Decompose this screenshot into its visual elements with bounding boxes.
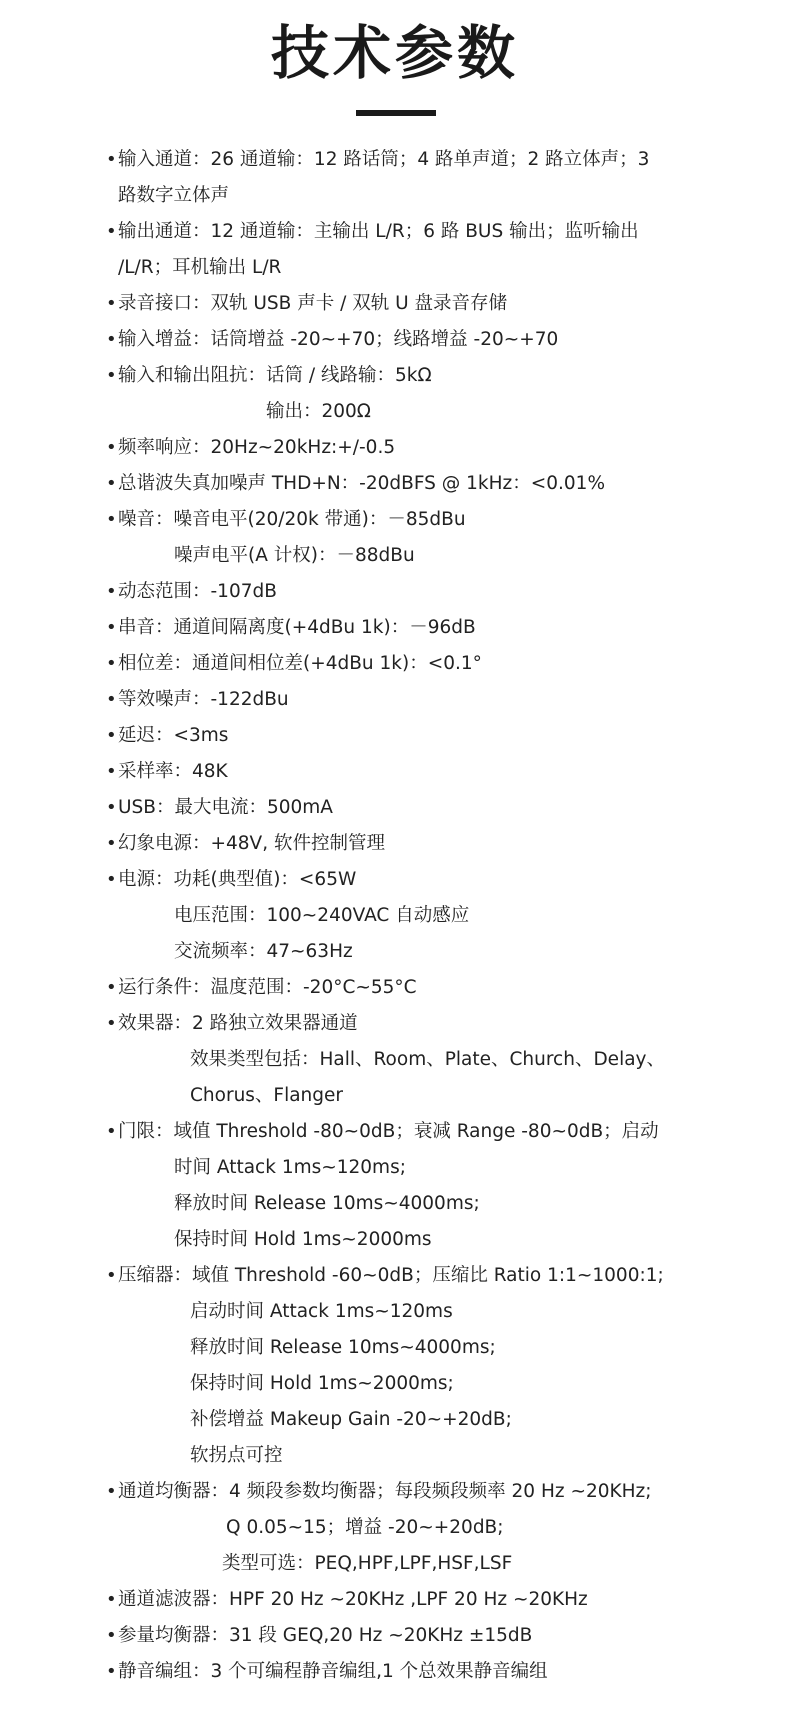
spec-item bbox=[108, 718, 708, 754]
spec-item bbox=[108, 214, 708, 286]
spec-continuation-line: 效果类型包括：Hall、Room、Plate、Church、Delay、 bbox=[190, 1049, 665, 1070]
spec-item bbox=[108, 430, 708, 466]
spec-item bbox=[108, 826, 708, 862]
spec-line: 输入通道：26 通道输：12 路话筒；4 路单声道；2 路立体声；3 bbox=[118, 149, 650, 170]
bullet-icon: • bbox=[106, 653, 117, 674]
spec-item bbox=[108, 682, 708, 718]
spec-line: 频率响应：20Hz~20kHz:+/-0.5 bbox=[118, 437, 396, 458]
spec-continuation-line: 释放时间 Release 10ms~4000ms; bbox=[174, 1193, 480, 1214]
spec-item bbox=[108, 502, 708, 574]
spec-line: 采样率：48K bbox=[118, 761, 228, 782]
spec-continuation-line: 电压范围：100~240VAC 自动感应 bbox=[174, 905, 470, 926]
spec-continuation-line: 时间 Attack 1ms~120ms; bbox=[174, 1157, 406, 1178]
spec-line: 串音：通道间隔离度(+4dBu 1k)：－96dB bbox=[118, 617, 476, 638]
spec-item bbox=[108, 862, 708, 970]
spec-line: 静音编组：3 个可编程静音编组,1 个总效果静音编组 bbox=[118, 1661, 548, 1682]
spec-item bbox=[108, 970, 708, 1006]
spec-line: 效果器：2 路独立效果器通道 bbox=[118, 1013, 358, 1034]
spec-continuation-line: 保持时间 Hold 1ms~2000ms; bbox=[190, 1373, 454, 1394]
bullet-icon: • bbox=[106, 977, 117, 998]
spec-item bbox=[108, 790, 708, 826]
spec-line: 通道滤波器：HPF 20 Hz ~20KHz ,LPF 20 Hz ~20KHz bbox=[118, 1589, 588, 1610]
spec-line: 动态范围：-107dB bbox=[118, 581, 277, 602]
spec-item bbox=[108, 142, 708, 214]
spec-item bbox=[108, 574, 708, 610]
spec-item bbox=[108, 286, 708, 322]
spec-item bbox=[108, 646, 708, 682]
bullet-icon: • bbox=[106, 329, 117, 350]
spec-item bbox=[108, 1582, 708, 1618]
spec-line: 输出通道：12 通道输：主输出 L/R；6 路 BUS 输出；监听输出 bbox=[118, 221, 639, 242]
spec-continuation-line: 输出：200Ω bbox=[266, 401, 371, 422]
bullet-icon: • bbox=[106, 293, 117, 314]
bullet-icon: • bbox=[106, 869, 117, 890]
bullet-icon: • bbox=[106, 725, 117, 746]
bullet-icon: • bbox=[106, 1265, 117, 1286]
bullet-icon: • bbox=[106, 365, 117, 386]
spec-continuation-line: 补偿增益 Makeup Gain -20~+20dB; bbox=[190, 1409, 512, 1430]
bullet-icon: • bbox=[106, 1625, 117, 1646]
spec-continuation-line: Q 0.05~15；增益 -20~+20dB; bbox=[226, 1517, 504, 1538]
spec-continuation-line: 交流频率：47~63Hz bbox=[174, 941, 353, 962]
page-title: 技术参数 bbox=[270, 19, 519, 87]
spec-item bbox=[108, 1258, 708, 1474]
bullet-icon: • bbox=[106, 1589, 117, 1610]
bullet-icon: • bbox=[106, 833, 117, 854]
spec-line: 幻象电源：+48V, 软件控制管理 bbox=[118, 833, 385, 854]
spec-line: 录音接口：双轨 USB 声卡 / 双轨 U 盘录音存储 bbox=[118, 293, 508, 314]
spec-line: 门限：域值 Threshold -80~0dB；衰减 Range -80~0dB；启动 bbox=[118, 1121, 659, 1142]
bullet-icon: • bbox=[106, 1013, 117, 1034]
bullet-icon: • bbox=[106, 1661, 117, 1682]
spec-line: 噪音：噪音电平(20/20k 带通)：－85dBu bbox=[118, 509, 466, 530]
spec-item bbox=[108, 1474, 708, 1582]
spec-continuation-line: 噪声电平(A 计权)：－88dBu bbox=[174, 545, 415, 566]
bullet-icon: • bbox=[106, 617, 117, 638]
spec-item bbox=[108, 610, 708, 646]
title-underline bbox=[356, 110, 436, 116]
bullet-icon: • bbox=[106, 437, 117, 458]
bullet-icon: • bbox=[106, 761, 117, 782]
bullet-icon: • bbox=[106, 1121, 117, 1142]
spec-line: 输入增益：话筒增益 -20~+70；线路增益 -20~+70 bbox=[118, 329, 559, 350]
spec-item bbox=[108, 1618, 708, 1654]
spec-continuation-line: 类型可选：PEQ,HPF,LPF,HSF,LSF bbox=[222, 1553, 513, 1574]
spec-line: 等效噪声：-122dBu bbox=[118, 689, 289, 710]
bullet-icon: • bbox=[106, 797, 117, 818]
spec-line: USB：最大电流：500mA bbox=[118, 797, 333, 818]
bullet-icon: • bbox=[106, 581, 117, 602]
spec-line: 参量均衡器：31 段 GEQ,20 Hz ~20KHz ±15dB bbox=[118, 1625, 533, 1646]
spec-continuation-line: 启动时间 Attack 1ms~120ms bbox=[190, 1301, 453, 1322]
spec-line: 运行条件：温度范围：-20°C~55°C bbox=[118, 977, 417, 998]
spec-continuation-line: /L/R；耳机输出 L/R bbox=[118, 257, 282, 278]
spec-item bbox=[108, 358, 708, 430]
spec-line: 总谐波失真加噪声 THD+N：-20dBFS @ 1kHz：<0.01% bbox=[118, 473, 606, 494]
bullet-icon: • bbox=[106, 149, 117, 170]
spec-line: 压缩器：域值 Threshold -60~0dB；压缩比 Ratio 1:1~1000:1; bbox=[118, 1265, 664, 1286]
spec-item bbox=[108, 1006, 708, 1114]
spec-continuation-line: 软拐点可控 bbox=[190, 1445, 283, 1466]
spec-continuation-line: 路数字立体声 bbox=[118, 185, 230, 206]
spec-line: 通道均衡器：4 频段参数均衡器；每段频段频率 20 Hz ~20KHz; bbox=[118, 1481, 652, 1502]
spec-item bbox=[108, 466, 708, 502]
bullet-icon: • bbox=[106, 1481, 117, 1502]
bullet-icon: • bbox=[106, 509, 117, 530]
spec-line: 电源：功耗(典型值)：<65W bbox=[118, 869, 357, 890]
spec-item bbox=[108, 1654, 708, 1690]
spec-line: 相位差：通道间相位差(+4dBu 1k)：<0.1° bbox=[118, 653, 482, 674]
spec-continuation-line: 释放时间 Release 10ms~4000ms; bbox=[190, 1337, 496, 1358]
spec-continuation-line: Chorus、Flanger bbox=[190, 1085, 344, 1106]
spec-list bbox=[108, 142, 708, 1690]
spec-item bbox=[108, 322, 708, 358]
spec-item bbox=[108, 1114, 708, 1258]
spec-item bbox=[108, 754, 708, 790]
spec-line: 输入和输出阻抗：话筒 / 线路输：5kΩ bbox=[118, 365, 432, 386]
bullet-icon: • bbox=[106, 689, 117, 710]
bullet-icon: • bbox=[106, 221, 117, 242]
bullet-icon: • bbox=[106, 473, 117, 494]
spec-line: 延迟：<3ms bbox=[118, 725, 229, 746]
spec-continuation-line: 保持时间 Hold 1ms~2000ms bbox=[174, 1229, 432, 1250]
